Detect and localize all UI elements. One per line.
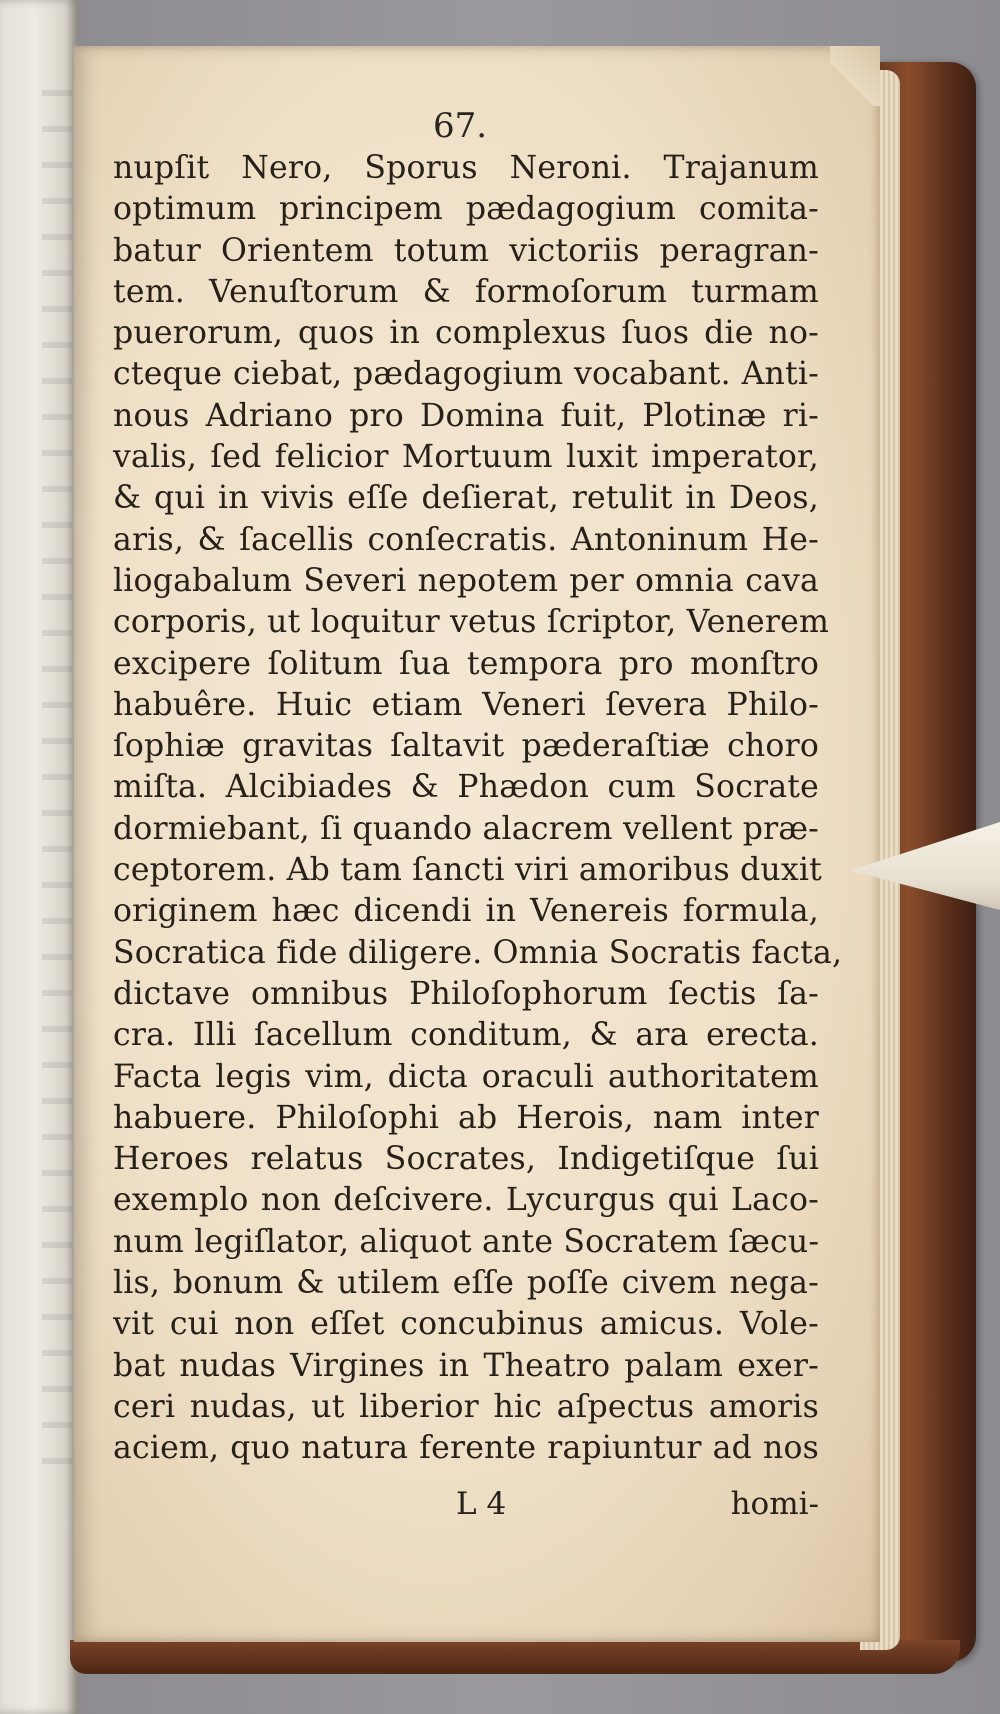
text-line: valis, ſed felicior Mortuum luxit imperator, (113, 439, 819, 476)
page-text (113, 148, 843, 1470)
text-line: batur Orientem totum victoriis peragran- (113, 232, 819, 269)
leather-cover-bottom (70, 1640, 960, 1674)
text-line: ſophiæ gravitas ſaltavit pæderaſtiæ choro (113, 728, 819, 765)
text-line: nous Adriano pro Domina fuit, Plotinæ ri- (113, 397, 819, 434)
signature-mark: L 4 (456, 1486, 507, 1522)
text-line: nupſit Nero, Sporus Neroni. Trajanum (113, 150, 819, 186)
left-page-bleed-through (42, 90, 72, 1490)
text-line: optimum principem pædagogium comita- (113, 191, 819, 228)
text-line: habuêre. Huic etiam Veneri ſevera Philo- (113, 686, 819, 723)
text-line: aciem, quo natura ferente rapiuntur ad nos (113, 1430, 819, 1467)
text-line: cteque ciebat, pædagogium vocabant. Anti- (113, 356, 819, 393)
text-line: corporis, ut loquitur vetus ſcriptor, Venerem (113, 604, 830, 641)
text-line: liogabalum Severi nepotem per omnia cava (113, 562, 819, 599)
text-line: tem. Venuſtorum & formoſorum turmam (113, 273, 819, 310)
text-line: miſta. Alcibiades & Phædon cum Socrate (113, 769, 819, 806)
text-line: Facta legis vim, dicta oraculi authoritatem (113, 1058, 819, 1095)
page-number: 67. (432, 106, 488, 146)
text-line: cra. Illi ſacellum conditum, & ara erecta. (113, 1017, 819, 1054)
page-footer (113, 1486, 819, 1530)
text-line: vit cui non eſſet concubinus amicus. Vole- (113, 1306, 819, 1343)
text-line: aris, & ſacellis conſecratis. Antoninum He- (113, 521, 819, 558)
text-line: originem hæc dicendi in Venereis formula, (113, 893, 819, 930)
text-line: bat nudas Virgines in Theatro palam exer- (113, 1347, 819, 1384)
catchword: homi- (730, 1486, 819, 1522)
text-line: num legiſlator, aliquot ante Socratem ſæcu- (113, 1223, 820, 1260)
text-line: Heroes relatus Socrates, Indigetiſque ſui (113, 1141, 819, 1178)
text-line: exemplo non deſcivere. Lycurgus qui Laco- (113, 1182, 819, 1219)
text-line: ceptorem. Ab tam ſancti viri amoribus duxit (113, 852, 822, 889)
text-line: lis, bonum & utilem eſſe poſſe civem nega- (113, 1265, 819, 1302)
text-line: & qui in vivis eſſe deſierat, retulit in Deos, (113, 480, 819, 517)
text-line: dictave omnibus Philoſophorum ſectis ſa- (113, 975, 819, 1012)
page-corner-fold (830, 46, 880, 106)
text-line: ceri nudas, ut liberior hic aſpectus amoris (113, 1388, 819, 1425)
text-line: Socratica fide diligere. Omnia Socratis facta, (113, 934, 843, 971)
text-line: habuere. Philoſophi ab Herois, nam inter (113, 1099, 819, 1136)
text-line: puerorum, quos in complexus ſuos die no- (113, 315, 819, 352)
text-line: dormiebant, ſi quando alacrem vellent præ- (113, 810, 820, 847)
text-line: excipere ſolitum ſua tempora pro monſtro (113, 645, 819, 682)
